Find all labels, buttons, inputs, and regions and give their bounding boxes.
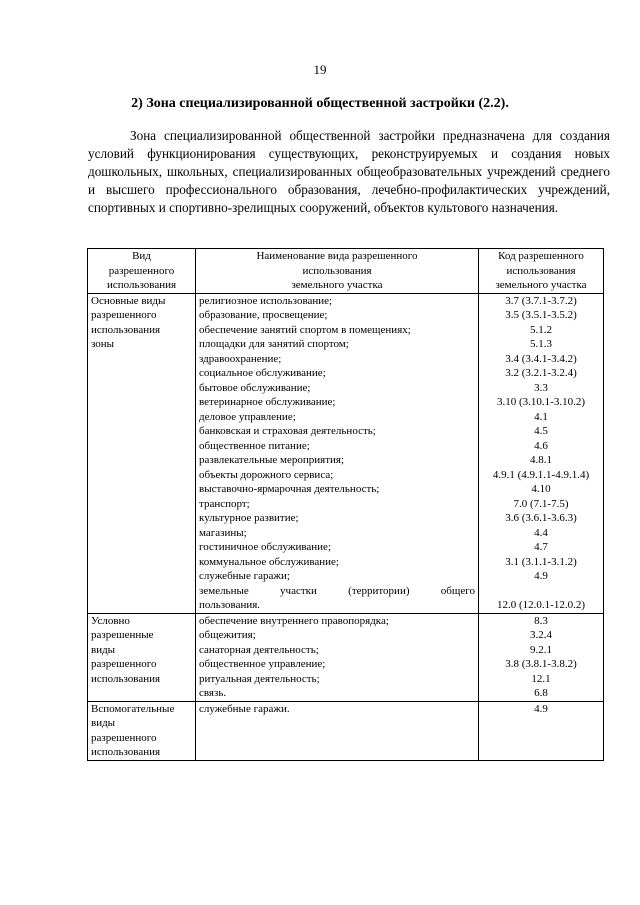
page-number: 19 (313, 62, 327, 77)
table-body (88, 293, 604, 760)
use-name: общественное питание; (199, 439, 310, 452)
use-name: транспорт; (199, 497, 250, 510)
use-code: 7.0 (7.1-7.5) (513, 497, 569, 510)
use-code: 4.9 (534, 702, 548, 715)
use-name: общежития; (199, 629, 256, 641)
use-name: банковская и страховая деятельность; (199, 425, 376, 437)
use-codes-cell (479, 293, 604, 613)
use-name: коммунальное обслуживание; (199, 555, 339, 568)
intro-paragraph (88, 127, 610, 217)
use-code: 3.4 (3.4.1-3.4.2) (505, 352, 577, 365)
group-label: Условно разрешенные виды разрешенного использования (88, 613, 196, 701)
intro-text: Зона специализированной общественной застройки предназначена для создания условий функционирования существующих, реконструируемых и создания новых дошкольных, школьных, специализированных общеобразовательных учреждений среднего и высшего профессионального образования, лечебно-профилактических учреждений, спортивных и спортивно-зрелищных сооружений, объектов культового назначения. (88, 128, 610, 215)
use-code: 8.3 (534, 614, 548, 627)
use-name: образование, просвещение; (199, 309, 328, 321)
use-code: 4.9.1 (4.9.1.1-4.9.1.4) (492, 468, 590, 481)
use-name-continued: пользования. (199, 599, 261, 611)
group-label: Основные виды разрешенного использования зоны (88, 293, 196, 613)
table-group-row (88, 613, 604, 701)
use-code: 4.1 (534, 410, 548, 423)
use-code: 3.6 (3.6.1-3.6.3) (505, 512, 577, 524)
use-names-cell (196, 613, 479, 701)
use-code: 12.0 (12.0.1-12.0.2) (497, 599, 585, 611)
use-name: ветеринарное обслуживание; (199, 396, 336, 408)
use-name: развлекательные мероприятия; (199, 454, 345, 466)
use-codes-cell (479, 701, 604, 760)
use-name: обеспечение внутреннего правопорядка; (199, 614, 389, 627)
use-name: связь. (199, 687, 227, 699)
use-name: здравоохранение; (199, 352, 282, 365)
use-code: 6.8 (534, 687, 548, 699)
table-header-row (88, 249, 604, 294)
use-code: 3.10 (3.10.1-3.10.2) (497, 396, 585, 408)
use-name: общественное управление; (199, 658, 326, 670)
use-code: 4.7 (534, 541, 548, 553)
use-code: 3.3 (534, 381, 548, 394)
use-name: социальное обслуживание; (199, 367, 326, 379)
section-title: 2) Зона специализированной общественной застройки (2.2). (131, 96, 509, 111)
use-code: 4.10 (531, 483, 551, 495)
use-code: 4.4 (534, 526, 548, 539)
use-code: 4.9 (534, 570, 548, 582)
use-name: культурное развитие; (199, 512, 299, 524)
use-name: деловое управление; (199, 410, 296, 423)
use-name: магазины; (199, 526, 247, 539)
use-names-cell (196, 293, 479, 613)
use-name: выставочно-ярмарочная деятельность; (199, 483, 380, 495)
table-group-row (88, 293, 604, 613)
use-name: санаторная деятельность; (199, 643, 319, 656)
use-name: бытовое обслуживание; (199, 381, 311, 394)
use-code: 12.1 (531, 672, 551, 685)
use-codes-cell (479, 613, 604, 701)
use-code: 9.2.1 (530, 643, 552, 656)
use-name: обеспечение занятий спортом в помещениях; (199, 323, 411, 336)
use-name: площадки для занятий спортом; (199, 338, 349, 350)
use-name: земельные участки (территории) общего (199, 584, 475, 597)
use-code: 5.1.3 (530, 338, 552, 350)
use-name: служебные гаражи; (199, 570, 290, 582)
use-name: религиозное использование; (199, 294, 333, 307)
use-code: 3.2.4 (530, 629, 552, 641)
use-code: 5.1.2 (530, 323, 552, 336)
use-code: 4.5 (534, 425, 548, 437)
group-label: Вспомогательные виды разрешенного использования (88, 701, 196, 760)
use-code: 3.8 (3.8.1-3.8.2) (505, 658, 577, 670)
use-name: объекты дорожного сервиса; (199, 468, 334, 481)
use-code: 3.5 (3.5.1-3.5.2) (505, 309, 577, 321)
use-name: ритуальная деятельность; (199, 672, 320, 685)
use-code: 3.1 (3.1.1-3.1.2) (505, 555, 577, 568)
use-names-cell (196, 701, 479, 760)
header-code: Код разрешенного использования земельного участка (479, 249, 604, 294)
use-name: гостиничное обслуживание; (199, 541, 331, 553)
land-use-table (87, 248, 604, 761)
use-name: служебные гаражи. (199, 702, 290, 715)
use-code: 4.6 (534, 439, 548, 452)
use-code: 4.8.1 (530, 454, 552, 466)
table-group-row (88, 701, 604, 760)
header-kind: Вид разрешенного использования (88, 249, 196, 294)
use-code: 3.2 (3.2.1-3.2.4) (505, 367, 577, 379)
use-code: 3.7 (3.7.1-3.7.2) (505, 294, 577, 307)
header-name: Наименование вида разрешенного использования земельного участка (196, 249, 479, 294)
